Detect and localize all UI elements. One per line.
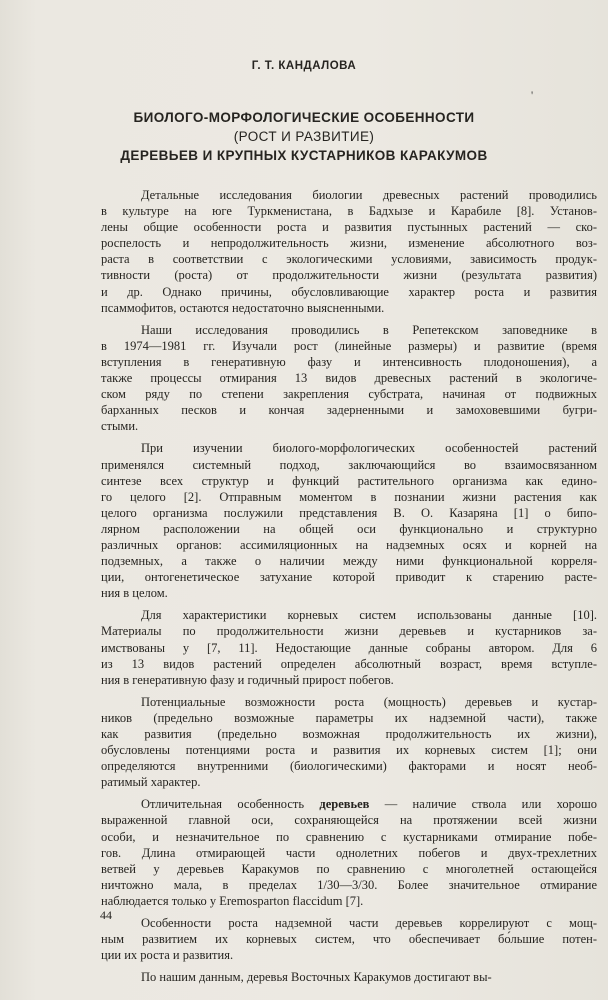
text-line: ным развитием их корневых систем, что обеспечивает бо́льшие потен- — [101, 932, 597, 947]
text-line: имствованы у [7, 11]. Недостающие данные собраны автором. Для 6 — [101, 640, 597, 655]
text-line: Для характеристики корневых систем использованы данные [10]. — [141, 608, 597, 623]
author-name: Г. Т. КАНДАЛОВА — [251, 60, 357, 72]
text-line: ния в генеративную фазу и годичный прирост побегов. — [101, 672, 394, 687]
text-line: целого организма послужили представления В. О. Казаряна [1] о бипо- — [101, 505, 597, 520]
text-line: также процессы отмирания 13 видов древесных растений в экологиче- — [101, 371, 597, 386]
paragraph — [101, 322, 597, 435]
paragraph — [101, 915, 597, 963]
text-line: обусловлены потенциями роста и развития их корневых систем [1]; они — [101, 743, 597, 758]
text-line: как развития (предельно возможная продолжительность их жизни), — [101, 727, 597, 741]
corner-mark: ' — [531, 88, 534, 102]
title-line-1: БИОЛОГО-МОРФОЛОГИЧЕСКИЕ ОСОБЕННОСТИ — [133, 110, 475, 125]
text-line: Отличительная особенность деревьев — наличие ствола или хорошо — [141, 797, 598, 812]
paragraph — [101, 187, 597, 316]
text-line: При изучении биолого-морфологических особенностей растений — [141, 441, 597, 456]
text-line: Особенности роста надземной части деревьев коррелируют с мощ- — [141, 916, 597, 931]
text-line: раста в соответствии с экологическими условиями, зависимость продук- — [101, 252, 597, 267]
text-line: лены общие особенности роста и развития пустынных растений — ско- — [101, 220, 597, 235]
text-line: Наши исследования проводились в Репетекском заповеднике в — [141, 322, 597, 337]
page-number: 44 — [100, 908, 112, 922]
text-line: ния в целом. — [101, 586, 168, 601]
article-title — [40, 108, 568, 165]
paragraph — [101, 969, 597, 985]
text-line: в 1974—1981 гг. Изучали рост (линейные размеры) и развитие (время — [101, 338, 597, 353]
article-body — [101, 187, 597, 991]
title-line-2: (РОСТ И РАЗВИТИЕ) — [233, 129, 375, 144]
paragraph — [101, 607, 597, 687]
text-line: подземных, а также о наличии между ними функциональной корреля- — [101, 554, 597, 569]
text-line: Потенциальные возможности роста (мощность) деревьев и кустар- — [141, 694, 597, 709]
text-line: применялся системный подход, заключающийся во взаимосвязанном — [101, 457, 597, 472]
text-line: в культуре на юге Туркменистана, в Бадхызе и Карабиле [8]. Установ- — [101, 204, 597, 219]
text-line: псаммофитов, остаются недостаточно выясненными. — [101, 300, 385, 315]
text-line: тивности (роста) от продолжительности жизни (результата развития) — [101, 268, 597, 283]
text-line: ратимый характер. — [101, 775, 201, 790]
text-line: лярном расположении на общей оси функционально и структурно — [101, 521, 597, 536]
title-line-3: ДЕРЕВЬЕВ И КРУПНЫХ КУСТАРНИКОВ КАРАКУМОВ — [120, 148, 488, 163]
text-line: По нашим данным, деревья Восточных Каракумов достигают вы- — [141, 970, 492, 985]
text-line: ничтожно мала, в пределах 1/30—3/30. Более значительное отмирание — [101, 877, 597, 892]
text-line: ции их роста и развития. — [101, 948, 234, 963]
text-line: и др. Однако причины, обусловливающие характер роста и развития — [101, 284, 597, 299]
text-line: го целого [2]. Отправным моментом в познании жизни растения как — [101, 489, 597, 504]
text-line: ветвей у деревьев Каракумов по сравнению с многолетней остающейся — [101, 861, 597, 876]
text-line: синтезе всех структур и функций растительного организма как едино- — [101, 473, 597, 488]
text-line: особи, и незначительное по сравнению с кустарниками отмирание побе- — [101, 829, 597, 844]
paragraph — [101, 796, 597, 909]
text-line: различных органов: ассимиляционных на надземных осях и корней на — [101, 537, 597, 552]
text-line: стыми. — [101, 419, 139, 434]
text-line: ции, онтогенетическое затухание которой приводит к старению расте- — [101, 570, 597, 585]
text-line: Материалы по продолжительности жизни деревьев и кустарников за- — [101, 624, 597, 639]
paragraph — [101, 694, 597, 791]
text-line: роспелость и непродолжительность жизни, изменение абсолютного воз- — [101, 236, 597, 251]
text-line: выраженной главной оси, сохраняющейся на протяжении всей жизни — [101, 813, 597, 828]
text-line: определяются внутренними (биологическими) факторами и носят необ- — [101, 759, 597, 774]
text-line: из 13 видов растений определен абсолютный возраст, время вступле- — [101, 656, 597, 671]
text-line: Детальные исследования биологии древесных растений проводились — [141, 188, 597, 202]
text-line: гов. Длина отмирающей части однолетних побегов и двух-трехлетних — [101, 845, 597, 860]
paragraph — [101, 440, 597, 601]
text-line: ников (предельно возможные параметры их надземной части), также — [101, 710, 597, 725]
text-line: наблюдается только у Eremosparton flaccidum [7]. — [101, 893, 364, 908]
text-line: ском ряду по степени закрепления субстрата, начиная от подвижных — [101, 387, 597, 402]
text-line: вступления в генеративную фазу и интенсивность плодоношения), а — [101, 354, 597, 369]
text-line: барханных песков и кончая задерненными и замоховевшими бугри- — [101, 403, 597, 418]
